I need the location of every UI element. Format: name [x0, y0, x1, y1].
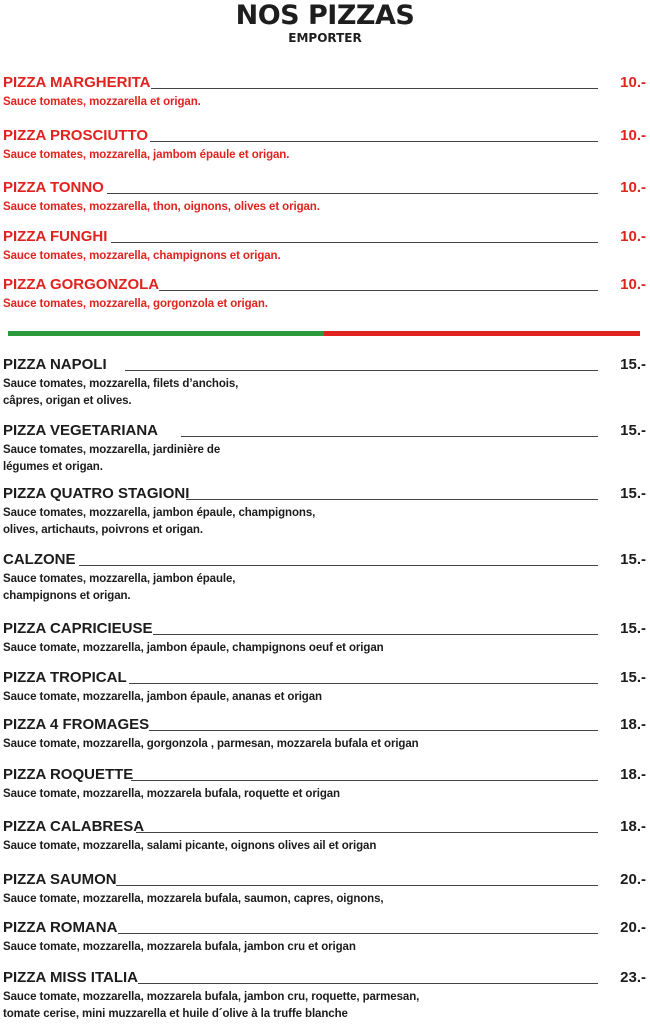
page-subtitle: EMPORTER: [288, 31, 362, 45]
item-description: Sauce tomates, mozzarella, filets d’anchois, câpres, origan et olives.: [3, 378, 239, 407]
menu-item: [3, 74, 648, 111]
item-name: PIZZA GORGONZOLA: [3, 276, 160, 293]
item-name: PIZZA TONNO: [3, 179, 104, 196]
item-price: 23.-: [620, 969, 646, 986]
dotted-leader: [150, 141, 598, 142]
item-price: 10.-: [620, 276, 646, 293]
item-price: 18.-: [620, 766, 646, 783]
menu-item: [3, 485, 648, 539]
item-name: PIZZA MARGHERITA: [3, 74, 151, 91]
page-title: NOS PIZZAS: [235, 0, 415, 31]
item-name: PIZZA NAPOLI: [3, 356, 107, 373]
divider-red: [324, 331, 640, 336]
italian-flag-divider: [8, 331, 640, 336]
item-description: Sauce tomate, mozzarella, mozzarela bufala, jambon cru, roquette, parmesan, tomate cerise, mini muzzarella et huile d´olive à la truffe blanche: [3, 991, 420, 1020]
item-price: 15.-: [620, 422, 646, 439]
dotted-leader: [159, 290, 598, 291]
dotted-leader: [107, 193, 598, 194]
dotted-leader: [118, 933, 598, 934]
item-description: Sauce tomates, mozzarella, gorgonzola et origan.: [3, 298, 268, 310]
item-price: 20.-: [620, 871, 646, 888]
dotted-leader: [136, 832, 598, 833]
item-name: PIZZA TROPICAL: [3, 669, 127, 686]
menu-item: [3, 818, 648, 855]
item-description: Sauce tomate, mozzarella, jambon épaule, champignons oeuf et origan: [3, 642, 384, 654]
item-name: PIZZA ROQUETTE: [3, 766, 134, 783]
item-price: 15.-: [620, 485, 646, 502]
item-name: PIZZA ROMANA: [3, 919, 118, 936]
item-description: Sauce tomate, mozzarella, jambon épaule, ananas et origan: [3, 691, 322, 703]
menu-item: [3, 620, 648, 657]
menu-item: [3, 969, 648, 1023]
dotted-leader: [149, 730, 598, 731]
menu-item: [3, 228, 648, 265]
dotted-leader: [131, 780, 598, 781]
dotted-leader: [153, 634, 598, 635]
item-description: Sauce tomate, mozzarella, mozzarela bufala, roquette et origan: [3, 788, 340, 800]
item-description: Sauce tomate, mozzarella, mozzarela bufala, saumon, capres, oignons,: [3, 893, 384, 905]
item-description: Sauce tomates, mozzarella, jardinière de légumes et origan.: [3, 444, 221, 473]
item-description: Sauce tomates, mozzarella, jambon épaule, champignons, olives, artichauts, poivrons et origan.: [3, 507, 316, 536]
item-price: 10.-: [620, 127, 646, 144]
item-name: PIZZA MISS ITALIA: [3, 969, 138, 986]
item-price: 20.-: [620, 919, 646, 936]
item-name: PIZZA 4 FROMAGES: [3, 716, 150, 733]
item-description: Sauce tomate, mozzarella, gorgonzola , parmesan, mozzarela bufala et origan: [3, 738, 419, 750]
item-description: Sauce tomates, mozzarella, jambon épaule, champignons et origan.: [3, 573, 236, 602]
item-name: PIZZA CALABRESA: [3, 818, 145, 835]
item-name: PIZZA CAPRICIEUSE: [3, 620, 153, 637]
menu-item: [3, 422, 648, 476]
item-name: PIZZA FUNGHI: [3, 228, 108, 245]
menu-item: [3, 551, 648, 605]
item-description: Sauce tomates, mozzarella, thon, oignons, olives et origan.: [3, 201, 320, 213]
menu-item: [3, 276, 648, 313]
menu-item: [3, 919, 648, 956]
item-name: PIZZA PROSCIUTTO: [3, 127, 149, 144]
item-description: Sauce tomates, mozzarella et origan.: [3, 96, 201, 108]
item-price: 15.-: [620, 620, 646, 637]
item-price: 15.-: [620, 356, 646, 373]
item-name: PIZZA VEGETARIANA: [3, 422, 159, 439]
item-price: 10.-: [620, 179, 646, 196]
item-description: Sauce tomate, mozzarella, salami picante, oignons olives ail et origan: [3, 840, 377, 852]
dotted-leader: [186, 499, 598, 500]
menu-item: [3, 127, 648, 164]
dotted-leader: [151, 88, 598, 89]
item-description: Sauce tomate, mozzarella, mozzarela bufala, jambon cru et origan: [3, 941, 356, 953]
dotted-leader: [125, 370, 598, 371]
item-name: CALZONE: [3, 551, 76, 568]
item-name: PIZZA QUATRO STAGIONI: [3, 485, 190, 502]
dotted-leader: [111, 242, 598, 243]
item-price: 10.-: [620, 74, 646, 91]
menu-item: [3, 356, 648, 410]
menu-item: [3, 669, 648, 706]
menu-item: [3, 716, 648, 753]
menu-item: [3, 871, 648, 908]
menu-item: [3, 179, 648, 216]
item-name: PIZZA SAUMON: [3, 871, 117, 888]
divider-green: [8, 331, 324, 336]
item-description: Sauce tomates, mozzarella, champignons et origan.: [3, 250, 281, 262]
dotted-leader: [138, 983, 598, 984]
item-price: 15.-: [620, 551, 646, 568]
dotted-leader: [129, 683, 598, 684]
dotted-leader: [181, 436, 598, 437]
menu-item: [3, 766, 648, 803]
item-price: 15.-: [620, 669, 646, 686]
item-description: Sauce tomates, mozzarella, jambom épaule et origan.: [3, 149, 290, 161]
item-price: 18.-: [620, 716, 646, 733]
item-price: 10.-: [620, 228, 646, 245]
dotted-leader: [116, 885, 598, 886]
dotted-leader: [79, 565, 598, 566]
item-price: 18.-: [620, 818, 646, 835]
